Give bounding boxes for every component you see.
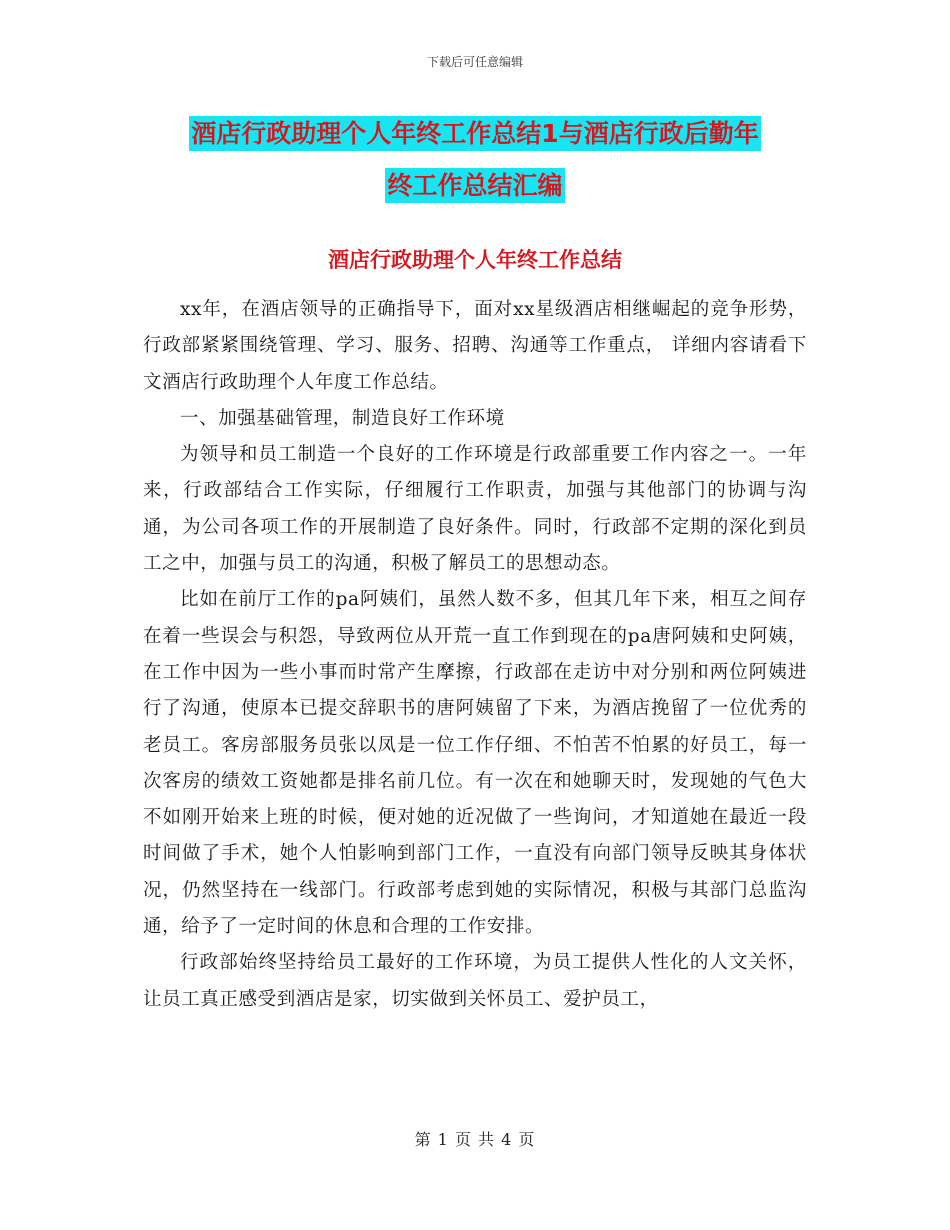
section-title: 酒店行政助理个人年终工作总结 bbox=[328, 248, 622, 272]
title-line-1: 酒店行政助理个人年终工作总结1与酒店行政后勤年 bbox=[189, 116, 760, 151]
title-line-2: 终工作总结汇编 bbox=[385, 168, 564, 203]
page-footer: 第 1 页 共 4 页 bbox=[414, 1130, 536, 1149]
header-note: 下载后可任意编辑 bbox=[426, 55, 523, 69]
paragraph-3: 行政部始终坚持给员工最好的工作环境，为员工提供人性化的人文关怀，让员工真正感受到酒店是家，切实做到关怀员工、爱护员工， bbox=[143, 952, 807, 1010]
document-title bbox=[100, 108, 850, 212]
section-heading-1: 一、加强基础管理，制造良好工作环境 bbox=[180, 407, 505, 429]
body-text bbox=[143, 292, 807, 1018]
paragraph-1: 为领导和员工制造一个良好的工作环境是行政部重要工作内容之一。一年来，行政部结合工作实际，仔细履行工作职责，加强与其他部门的协调与沟通，为公司各项工作的开展制造了良好条件。同时，行政部不定期的深化到员工之中，加强与员工的沟通，积极了解员工的思想动态。 bbox=[143, 444, 807, 575]
paragraph-2: 比如在前厅工作的pa阿姨们，虽然人数不多，但其几年下来，相互之间存在着一些误会与积怨，导致两位从开荒一直工作到现在的pa唐阿姨和史阿姨，在工作中因为一些小事而时常产生摩擦，行政部在走访中对分别和两位阿姨进行了沟通，使原本已提交辞职书的唐阿姨留了下来，为酒店挽留了一位优秀的老员工。客房部服务员张以凤是一位工作仔细、不怕苦不怕累的好员工，每一次客房的绩效工资她都是排名前几位。有一次在和她聊天时，发现她的气色大不如刚开始来上班的时候，便对她的近况做了一些询问，才知道她在最近一段时间做了手术，她个人怕影响到部门工作，一直没有向部门领导反映其身体状况，仍然坚持在一线部门。行政部考虑到她的实际情况，积极与其部门总监沟通，给予了一定时间的休息和合理的工作安排。 bbox=[143, 589, 807, 938]
paragraph-intro: xx年，在酒店领导的正确指导下，面对xx星级酒店相继崛起的竞争形势，行政部紧紧围绕管理、学习、服务、招聘、沟通等工作重点， 详细内容请看下文酒店行政助理个人年度工作总结。 bbox=[143, 299, 807, 393]
